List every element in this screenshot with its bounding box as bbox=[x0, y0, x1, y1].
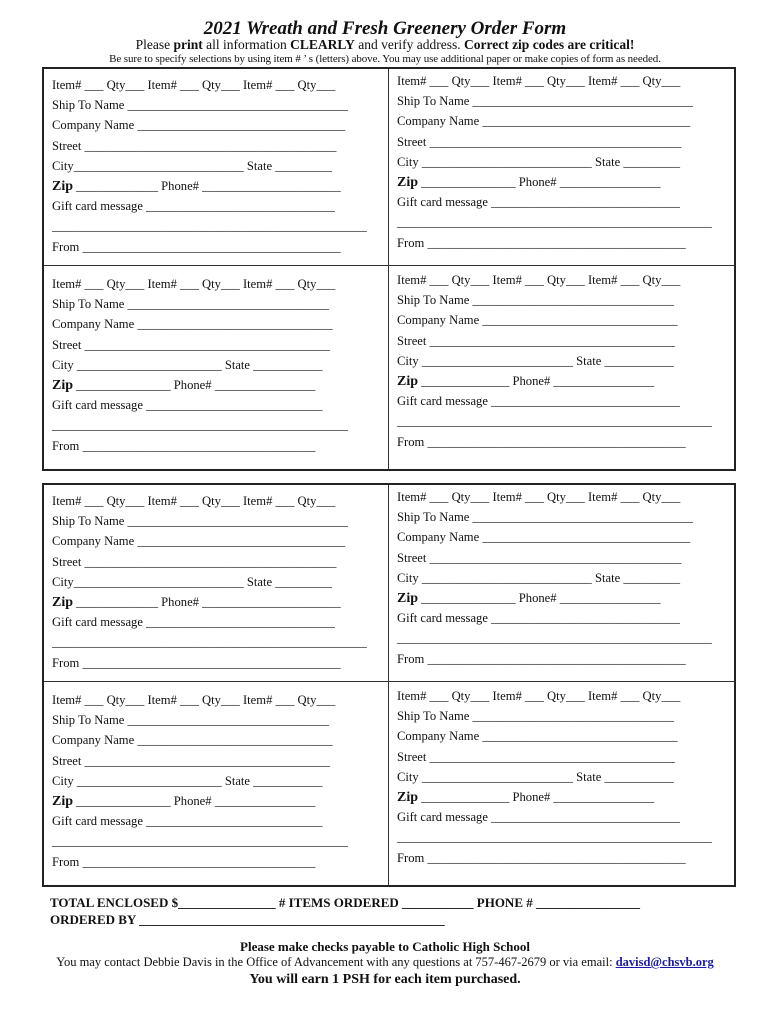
street-field[interactable]: Street ________________________________________ bbox=[52, 138, 337, 153]
zip-phone-field[interactable] bbox=[52, 791, 380, 811]
street-field[interactable]: Street ________________________________________ bbox=[52, 554, 337, 569]
gift-card-message-continued[interactable]: __________________________________________________ bbox=[52, 219, 367, 234]
zip-phone-field[interactable] bbox=[397, 588, 726, 608]
ship-to-name-field[interactable]: Ship To Name ___________________________________ bbox=[52, 98, 348, 113]
zip-phone-field[interactable] bbox=[52, 375, 380, 395]
zip-label: Zip bbox=[52, 377, 74, 393]
street-field[interactable]: Street _______________________________________ bbox=[52, 753, 331, 768]
subtitle-text-1: Please bbox=[135, 37, 174, 52]
order-entry bbox=[44, 69, 389, 266]
contact-line bbox=[0, 955, 770, 970]
item-qty-line[interactable]: Item# ___ Qty___ Item# ___ Qty___ Item# ___ Qty___ bbox=[397, 490, 681, 504]
contact-text: You may contact Debbie Davis in the Office of Advancement with any questions at 757-467-2679 or via email: bbox=[56, 955, 616, 969]
gift-card-message-field[interactable]: Gift card message ______________________________ bbox=[397, 195, 680, 210]
item-qty-line[interactable]: Item# ___ Qty___ Item# ___ Qty___ Item# ___ Qty___ bbox=[52, 693, 336, 707]
order-entry bbox=[389, 682, 734, 885]
city-state-field[interactable]: City ________________________ State ___________ bbox=[397, 769, 674, 784]
from-field[interactable]: From _________________________________________ bbox=[52, 655, 341, 670]
order-entry bbox=[389, 485, 734, 682]
zip-label: Zip bbox=[52, 594, 74, 610]
city-state-field[interactable]: City _______________________ State ___________ bbox=[52, 357, 323, 372]
zip-phone-blanks[interactable]: ______________ Phone# ________________ bbox=[418, 373, 655, 388]
company-name-field[interactable]: Company Name _______________________________ bbox=[52, 733, 333, 748]
company-name-field[interactable]: Company Name _______________________________ bbox=[397, 729, 678, 744]
gift-card-message-field[interactable]: Gift card message ______________________________ bbox=[52, 615, 335, 630]
company-name-field[interactable]: Company Name _________________________________ bbox=[52, 534, 346, 549]
totals-section bbox=[50, 894, 640, 928]
gift-card-message-field[interactable]: Gift card message ______________________________ bbox=[52, 199, 335, 214]
from-field[interactable]: From _________________________________________ bbox=[397, 434, 686, 449]
entry-grid-bottom bbox=[42, 483, 736, 887]
item-qty-line[interactable]: Item# ___ Qty___ Item# ___ Qty___ Item# ___ Qty___ bbox=[52, 78, 336, 92]
street-field[interactable]: Street ________________________________________ bbox=[397, 550, 682, 565]
ship-to-name-field[interactable]: Ship To Name ________________________________ bbox=[52, 297, 329, 312]
item-qty-line[interactable]: Item# ___ Qty___ Item# ___ Qty___ Item# ___ Qty___ bbox=[397, 273, 681, 287]
zip-phone-blanks[interactable]: _______________ Phone# ________________ bbox=[418, 590, 661, 605]
from-field[interactable]: From _________________________________________ bbox=[397, 651, 686, 666]
from-field[interactable]: From _________________________________________ bbox=[397, 850, 686, 865]
order-entry bbox=[389, 266, 734, 469]
from-field[interactable]: From _____________________________________ bbox=[52, 854, 316, 869]
gift-card-message-continued[interactable]: __________________________________________________ bbox=[397, 631, 712, 646]
order-entry bbox=[44, 266, 389, 469]
entry-grid-top bbox=[42, 67, 736, 471]
gift-card-message-field[interactable]: Gift card message ____________________________ bbox=[52, 398, 323, 413]
zip-phone-blanks[interactable]: _______________ Phone# ________________ bbox=[418, 174, 661, 189]
gift-card-message-continued[interactable]: __________________________________________________ bbox=[397, 414, 712, 429]
zip-label: Zip bbox=[397, 174, 419, 190]
from-field[interactable]: From _________________________________________ bbox=[52, 239, 341, 254]
street-field[interactable]: Street _______________________________________ bbox=[397, 749, 676, 764]
checks-payable-note: Please make checks payable to Catholic High School bbox=[240, 939, 530, 954]
order-entry bbox=[44, 682, 389, 885]
street-field[interactable]: Street _______________________________________ bbox=[397, 333, 676, 348]
gift-card-message-field[interactable]: Gift card message ____________________________ bbox=[52, 814, 323, 829]
subtitle-print: print bbox=[173, 37, 203, 52]
city-state-field[interactable]: City___________________________ State _________ bbox=[52, 158, 332, 173]
ordered-by-line[interactable]: ORDERED BY _______________________________________________ bbox=[50, 912, 445, 927]
order-entry bbox=[389, 69, 734, 266]
gift-card-message-field[interactable]: Gift card message ______________________________ bbox=[397, 810, 680, 825]
company-name-field[interactable]: Company Name _________________________________ bbox=[52, 118, 346, 133]
city-state-field[interactable]: City___________________________ State _________ bbox=[52, 574, 332, 589]
form-title: 2021 Wreath and Fresh Greenery Order Form bbox=[203, 18, 567, 39]
ship-to-name-field[interactable]: Ship To Name ___________________________________ bbox=[397, 510, 693, 525]
item-qty-line[interactable]: Item# ___ Qty___ Item# ___ Qty___ Item# ___ Qty___ bbox=[397, 74, 681, 88]
ship-to-name-field[interactable]: Ship To Name ________________________________ bbox=[397, 709, 674, 724]
zip-phone-field[interactable] bbox=[397, 371, 726, 391]
zip-phone-field[interactable] bbox=[397, 172, 726, 192]
zip-phone-blanks[interactable]: _______________ Phone# ________________ bbox=[73, 793, 316, 808]
gift-card-message-continued[interactable]: __________________________________________________ bbox=[397, 830, 712, 845]
city-state-field[interactable]: City ___________________________ State _________ bbox=[397, 570, 681, 585]
from-field[interactable]: From _________________________________________ bbox=[397, 235, 686, 250]
zip-label: Zip bbox=[397, 590, 419, 606]
zip-label: Zip bbox=[52, 793, 74, 809]
zip-label: Zip bbox=[52, 178, 74, 194]
zip-phone-field[interactable] bbox=[397, 787, 726, 807]
street-field[interactable]: Street _______________________________________ bbox=[52, 337, 331, 352]
gift-card-message-field[interactable]: Gift card message ______________________________ bbox=[397, 394, 680, 409]
gift-card-message-continued[interactable]: _______________________________________________ bbox=[52, 834, 348, 849]
subtitle-clearly: CLEARLY bbox=[290, 37, 355, 52]
zip-label: Zip bbox=[397, 789, 419, 805]
company-name-field[interactable]: Company Name _________________________________ bbox=[397, 530, 691, 545]
ship-to-name-field[interactable]: Ship To Name ___________________________________ bbox=[397, 94, 693, 109]
gift-card-message-continued[interactable]: _______________________________________________ bbox=[52, 418, 348, 433]
item-qty-line[interactable]: Item# ___ Qty___ Item# ___ Qty___ Item# ___ Qty___ bbox=[397, 689, 681, 703]
email-link[interactable]: davisd@chsvb.org bbox=[615, 955, 714, 969]
gift-card-message-continued[interactable]: __________________________________________________ bbox=[397, 215, 712, 230]
zip-phone-field[interactable] bbox=[52, 592, 380, 612]
item-qty-line[interactable]: Item# ___ Qty___ Item# ___ Qty___ Item# ___ Qty___ bbox=[52, 277, 336, 291]
zip-label: Zip bbox=[397, 373, 419, 389]
form-instructions: Be sure to specify selections by using item # ’ s (letters) above. You may use additional paper or make copies of form as needed. bbox=[109, 53, 661, 65]
form-subtitle bbox=[0, 37, 770, 53]
subtitle-zip-warning: Correct zip codes are critical! bbox=[463, 37, 635, 52]
company-name-field[interactable]: Company Name _________________________________ bbox=[397, 114, 691, 129]
company-name-field[interactable]: Company Name _______________________________ bbox=[397, 313, 678, 328]
subtitle-text-2: all information bbox=[202, 37, 291, 52]
zip-phone-field[interactable] bbox=[52, 176, 380, 196]
subtitle-text-3: and verify address. bbox=[354, 37, 464, 52]
city-state-field[interactable]: City ________________________ State ___________ bbox=[397, 353, 674, 368]
ship-to-name-field[interactable]: Ship To Name ________________________________ bbox=[52, 713, 329, 728]
zip-phone-blanks[interactable]: ______________ Phone# ________________ bbox=[418, 789, 655, 804]
zip-phone-blanks[interactable]: _______________ Phone# ________________ bbox=[73, 377, 316, 392]
company-name-field[interactable]: Company Name _______________________________ bbox=[52, 317, 333, 332]
city-state-field[interactable]: City ___________________________ State _________ bbox=[397, 154, 681, 169]
order-entry bbox=[44, 485, 389, 682]
gift-card-message-field[interactable]: Gift card message ______________________________ bbox=[397, 611, 680, 626]
gift-card-message-continued[interactable]: __________________________________________________ bbox=[52, 635, 367, 650]
item-qty-line[interactable]: Item# ___ Qty___ Item# ___ Qty___ Item# ___ Qty___ bbox=[52, 494, 336, 508]
ship-to-name-field[interactable]: Ship To Name ________________________________ bbox=[397, 293, 674, 308]
ship-to-name-field[interactable]: Ship To Name ___________________________________ bbox=[52, 514, 348, 529]
city-state-field[interactable]: City _______________________ State ___________ bbox=[52, 773, 323, 788]
totals-line[interactable]: TOTAL ENCLOSED $_______________ # ITEMS ORDERED ___________ PHONE # ________________ bbox=[50, 895, 640, 910]
zip-phone-blanks[interactable]: _____________ Phone# ______________________ bbox=[73, 594, 341, 609]
from-field[interactable]: From _____________________________________ bbox=[52, 438, 316, 453]
street-field[interactable]: Street ________________________________________ bbox=[397, 134, 682, 149]
psh-note: You will earn 1 PSH for each item purchased. bbox=[249, 972, 521, 987]
zip-phone-blanks[interactable]: _____________ Phone# ______________________ bbox=[73, 178, 341, 193]
